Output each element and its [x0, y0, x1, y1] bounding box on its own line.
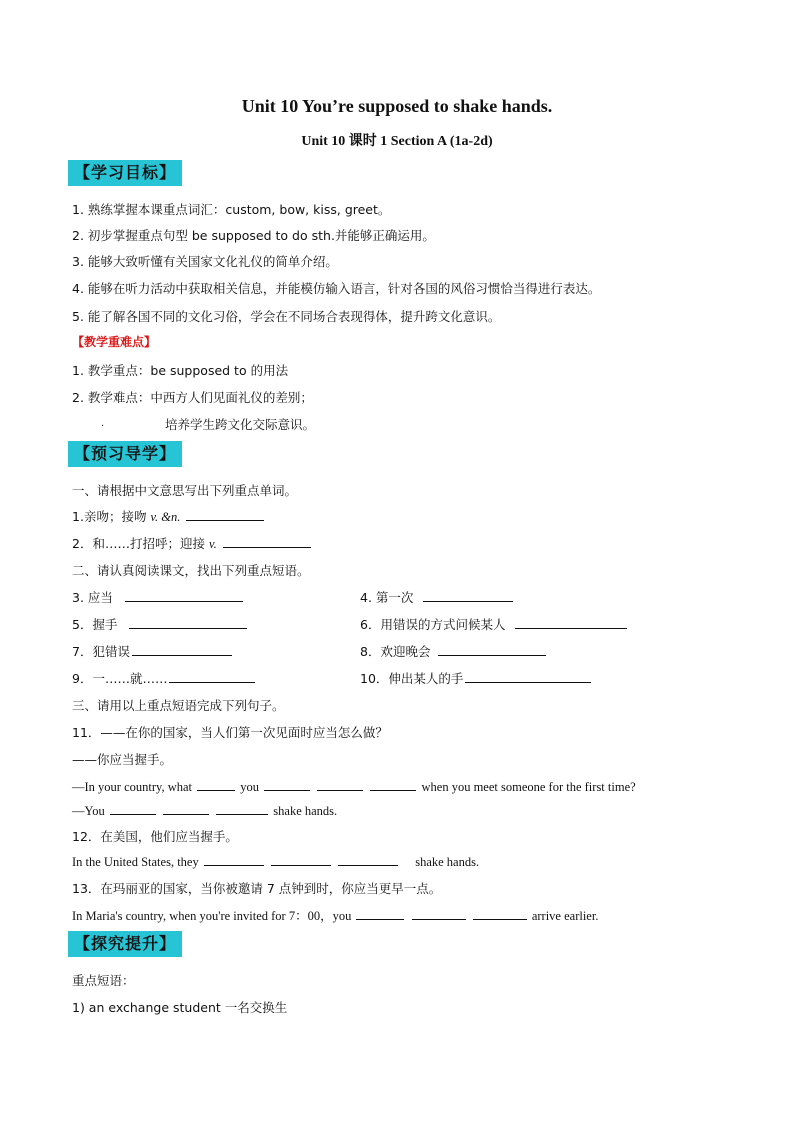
key-point-item: 2. 教学难点：中西方人们见面礼仪的差别； — [72, 390, 313, 405]
sentence-text: when you meet someone for the first time? — [421, 780, 636, 794]
answer-blank[interactable] — [204, 853, 264, 866]
section-explore: 【探究提升】 — [68, 931, 182, 957]
key-points-label: 【教学重难点】 — [72, 335, 157, 349]
phrase-label: 9．一……就…… — [72, 671, 168, 686]
word-num: 2． — [72, 536, 93, 551]
answer-blank[interactable] — [412, 907, 466, 920]
answer-blank[interactable] — [129, 616, 247, 629]
part3-heading: 三、请用以上重点短语完成下列句子。 — [72, 698, 285, 713]
answer-blank[interactable] — [423, 589, 513, 602]
phrase-label: 7．犯错误 — [72, 644, 130, 659]
goal-item: 2. 初步掌握重点句型 be supposed to do sth.并能够正确运用。 — [72, 228, 435, 243]
goal-item: 4. 能够在听力活动中获取相关信息，并能模仿输入语言，针对各国的风俗习惯恰当得进行表达。 — [72, 281, 601, 296]
answer-blank[interactable] — [197, 778, 235, 791]
page-subtitle: Unit 10 课时 1 Section A (1a-2d) — [301, 134, 493, 149]
answer-blank[interactable] — [186, 508, 264, 521]
question-12-en — [72, 853, 479, 870]
key-point-item: 1. 教学重点：be supposed to 的用法 — [72, 363, 289, 378]
key-point-extra: 培养学生跨文化交际意识。 — [165, 417, 316, 432]
answer-blank[interactable] — [163, 802, 209, 815]
sentence-text: In the United States, they — [72, 855, 199, 869]
answer-blank[interactable] — [356, 907, 404, 920]
question-11-en-1 — [72, 778, 636, 795]
answer-blank[interactable] — [515, 616, 627, 629]
part2-heading: 二、请认真阅读课文，找出下列重点短语。 — [72, 563, 310, 578]
question-11-zh: 11．——在你的国家，当人们第一次见面时应当怎么做？ — [72, 725, 388, 740]
goal-item: 1. 熟练掌握本课重点词汇：custom, bow, kiss, greet。 — [72, 202, 391, 217]
answer-blank[interactable] — [465, 670, 591, 683]
goal-item: 3. 能够大致听懂有关国家文化礼仪的简单介绍。 — [72, 254, 338, 269]
explore-item: 1) an exchange student 一名交换生 — [72, 1000, 288, 1015]
answer-blank[interactable] — [473, 907, 527, 920]
answer-blank[interactable] — [216, 802, 268, 815]
word-item-greet — [72, 534, 313, 552]
phrase-label: 4. 第一次 — [360, 590, 414, 605]
phrase-item — [360, 642, 548, 660]
question-11-answer-zh: ——你应当握手。 — [72, 752, 173, 767]
answer-blank[interactable] — [125, 589, 243, 602]
word-text: 和……打招呼；迎接 — [92, 536, 205, 551]
answer-blank[interactable] — [169, 670, 255, 683]
section-goals: 【学习目标】 — [68, 160, 182, 186]
section-preview: 【预习导学】 — [68, 441, 182, 467]
answer-blank[interactable] — [438, 643, 546, 656]
phrase-label: 8．欢迎晚会 — [360, 644, 431, 659]
word-text: 亲吻；接吻 — [83, 509, 147, 524]
goal-item: 5. 能了解各国不同的文化习俗，学会在不同场合表现得体，提升跨文化意识。 — [72, 309, 501, 324]
answer-blank[interactable] — [264, 778, 310, 791]
answer-blank[interactable] — [110, 802, 156, 815]
phrase-label: 6．用错误的方式问候某人 — [360, 617, 506, 632]
word-pos: v. &n. — [150, 510, 181, 524]
answer-blank[interactable] — [132, 643, 232, 656]
phrase-item — [360, 615, 629, 633]
question-12-zh: 12．在美国，他们应当握手。 — [72, 829, 238, 844]
sentence-text: shake hands. — [273, 804, 338, 818]
word-num: 1. — [72, 509, 84, 524]
answer-blank[interactable] — [223, 535, 311, 548]
word-pos: v. — [208, 537, 217, 551]
sentence-text: —You — [72, 804, 105, 818]
question-13-zh: 13．在玛丽亚的国家，当你被邀请 7 点钟到时，你应当更早一点。 — [72, 881, 442, 896]
phrase-item — [72, 669, 257, 687]
phrase-label: 3. 应当 — [72, 590, 113, 605]
question-11-en-2 — [72, 802, 337, 819]
sentence-text: —In your country, what — [72, 780, 192, 794]
phrase-item — [72, 588, 245, 606]
phrase-label: 5．握手 — [72, 617, 118, 632]
part1-heading: 一、请根据中文意思写出下列重点单词。 — [72, 483, 298, 498]
sentence-text: shake hands. — [415, 855, 480, 869]
answer-blank[interactable] — [370, 778, 416, 791]
phrase-item — [72, 615, 249, 633]
sentence-text: you — [240, 780, 259, 794]
answer-blank[interactable] — [338, 853, 398, 866]
word-item-kiss — [72, 507, 266, 525]
bullet-dot: . — [101, 418, 105, 429]
question-13-en — [72, 906, 598, 924]
sentence-text: arrive earlier. — [531, 909, 599, 923]
answer-blank[interactable] — [317, 778, 363, 791]
answer-blank[interactable] — [271, 853, 331, 866]
phrase-item — [72, 642, 234, 660]
explore-label: 重点短语： — [72, 973, 135, 988]
page-title: Unit 10 You’re supposed to shake hands. — [241, 96, 553, 116]
sentence-text: In Maria's country, when you're invited for 7：00，you — [72, 909, 352, 923]
phrase-item — [360, 588, 515, 606]
phrase-label: 10．伸出某人的手 — [360, 671, 464, 686]
phrase-item — [360, 669, 593, 687]
